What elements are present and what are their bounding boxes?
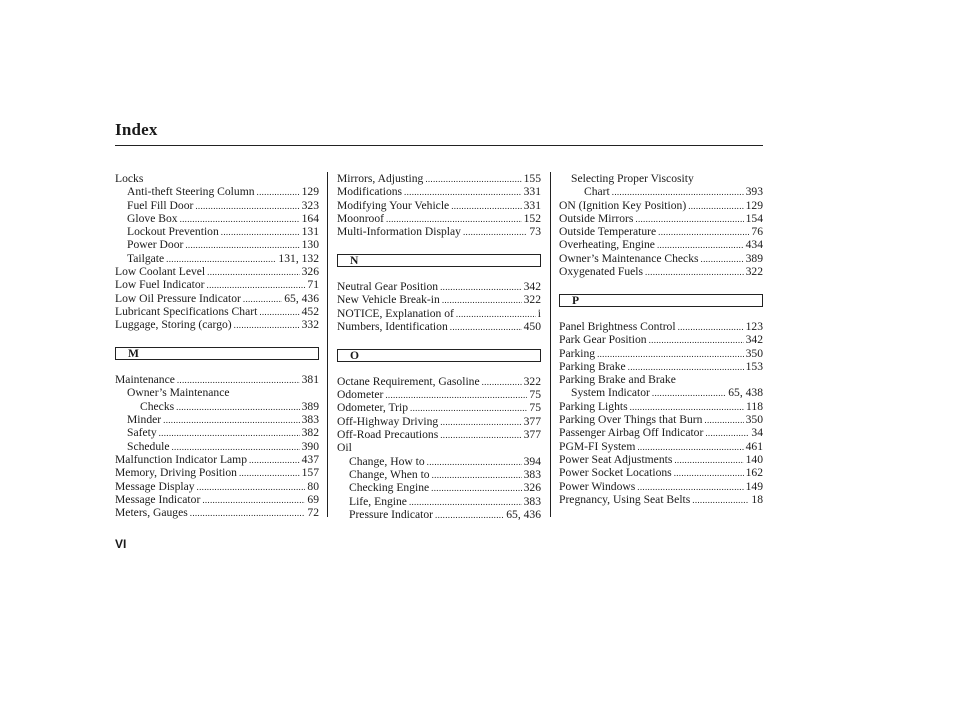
dot-leader bbox=[482, 376, 522, 389]
index-column-1 bbox=[115, 172, 319, 519]
index-entry bbox=[115, 413, 319, 426]
spacer bbox=[337, 333, 541, 346]
entry-page-number: 65, 438 bbox=[728, 386, 763, 400]
dot-leader bbox=[180, 213, 300, 226]
entry-term: Outside Temperature bbox=[559, 225, 657, 239]
entry-page-number: 322 bbox=[523, 293, 541, 307]
dot-leader bbox=[427, 456, 522, 469]
index-entry bbox=[559, 320, 763, 333]
entry-page-number: 393 bbox=[745, 185, 763, 199]
entry-page-number: 389 bbox=[301, 399, 319, 413]
page-title: Index bbox=[115, 120, 158, 139]
index-entry bbox=[559, 252, 763, 265]
entry-term: Checks bbox=[140, 399, 175, 413]
dot-leader bbox=[674, 467, 744, 480]
entry-term: Life, Engine bbox=[349, 494, 407, 508]
entry-page-number: 390 bbox=[301, 439, 319, 453]
entry-page-number: 331 bbox=[523, 198, 541, 212]
index-entry bbox=[559, 225, 763, 238]
index-entry bbox=[337, 401, 541, 414]
dot-leader bbox=[597, 348, 744, 361]
index-entry bbox=[337, 508, 541, 521]
entry-page-number: 450 bbox=[523, 319, 541, 333]
dot-leader bbox=[678, 321, 744, 334]
entry-page-number: 75 bbox=[529, 388, 541, 402]
entry-page-number: 322 bbox=[745, 265, 763, 279]
entry-page-number: 377 bbox=[523, 428, 541, 442]
entry-page-number: 326 bbox=[301, 265, 319, 279]
dot-leader bbox=[166, 253, 276, 266]
entry-term: System Indicator bbox=[571, 386, 650, 400]
entry-page-number: 331 bbox=[523, 185, 541, 199]
index-entry bbox=[115, 292, 319, 305]
index-entry bbox=[337, 172, 541, 185]
index-entry bbox=[337, 428, 541, 441]
dot-leader bbox=[450, 321, 522, 334]
entry-page-number: 323 bbox=[301, 198, 319, 212]
dot-leader bbox=[637, 481, 743, 494]
index-entry bbox=[559, 373, 763, 386]
index-column-3 bbox=[559, 172, 763, 506]
entry-term: Change, When to bbox=[349, 467, 430, 481]
index-entry bbox=[115, 225, 319, 238]
dot-leader bbox=[249, 454, 300, 467]
index-entry bbox=[337, 455, 541, 468]
entry-page-number: 18 bbox=[751, 492, 763, 506]
entry-term: Power Door bbox=[127, 238, 184, 252]
entry-page-number: 76 bbox=[751, 225, 763, 239]
entry-term: Minder bbox=[127, 413, 162, 427]
entry-term: Owner’s Maintenance bbox=[127, 386, 230, 400]
entry-term: Multi-Information Display bbox=[337, 225, 461, 239]
index-entry bbox=[115, 199, 319, 212]
entry-term: Oxygenated Fuels bbox=[559, 265, 644, 279]
index-entry bbox=[115, 373, 319, 386]
entry-page-number: 72 bbox=[307, 506, 319, 520]
entry-term: Pressure Indicator bbox=[349, 507, 434, 521]
index-entry bbox=[115, 212, 319, 225]
entry-term: Parking Brake and Brake bbox=[559, 373, 676, 387]
entry-page-number: 326 bbox=[523, 481, 541, 495]
dot-leader bbox=[190, 507, 306, 520]
entry-page-number: 129 bbox=[301, 185, 319, 199]
index-entry bbox=[559, 265, 763, 278]
index-entry bbox=[337, 212, 541, 225]
dot-leader bbox=[172, 441, 300, 454]
index-entry bbox=[337, 468, 541, 481]
index-entry bbox=[115, 453, 319, 466]
entry-term: Lubricant Specifications Chart bbox=[115, 304, 258, 318]
entry-term: Off-Road Precautions bbox=[337, 428, 439, 442]
entry-term: Low Coolant Level bbox=[115, 265, 206, 279]
index-entry bbox=[559, 199, 763, 212]
dot-leader bbox=[652, 387, 726, 400]
index-entry bbox=[337, 293, 541, 306]
index-entry bbox=[559, 360, 763, 373]
index-entry bbox=[115, 466, 319, 479]
index-entry bbox=[337, 415, 541, 428]
index-entry bbox=[559, 238, 763, 251]
entry-term: Parking Lights bbox=[559, 399, 628, 413]
index-entry bbox=[337, 280, 541, 293]
dot-leader bbox=[658, 226, 749, 239]
entry-term: Safety bbox=[127, 426, 157, 440]
index-entry bbox=[559, 185, 763, 198]
spacer bbox=[559, 307, 763, 320]
entry-term: Malfunction Indicator Lamp bbox=[115, 452, 247, 466]
entry-page-number: 69 bbox=[307, 492, 319, 506]
dot-leader bbox=[705, 427, 749, 440]
entry-term: Off-Highway Driving bbox=[337, 414, 439, 428]
entry-page-number: 75 bbox=[529, 401, 541, 415]
dot-leader bbox=[409, 496, 522, 509]
dot-leader bbox=[385, 389, 527, 402]
entry-term: Selecting Proper Viscosity bbox=[571, 172, 694, 185]
column-divider-2 bbox=[550, 172, 551, 517]
entry-page-number: 382 bbox=[301, 426, 319, 440]
index-entry bbox=[559, 453, 763, 466]
entry-page-number: 383 bbox=[523, 494, 541, 508]
index-entry bbox=[115, 480, 319, 493]
section-letter-header: P bbox=[559, 294, 763, 307]
entry-term: Parking Brake bbox=[559, 359, 626, 373]
index-entry bbox=[115, 305, 319, 318]
dot-leader bbox=[612, 186, 744, 199]
entry-page-number: 434 bbox=[745, 238, 763, 252]
entry-term: Luggage, Storing (cargo) bbox=[115, 318, 232, 332]
dot-leader bbox=[440, 429, 521, 442]
entry-page-number: 157 bbox=[301, 466, 319, 480]
dot-leader bbox=[177, 374, 300, 387]
entry-page-number: 350 bbox=[745, 413, 763, 427]
entry-page-number: 377 bbox=[523, 414, 541, 428]
entry-term: Schedule bbox=[127, 439, 170, 453]
entry-page-number: 34 bbox=[751, 426, 763, 440]
index-entry bbox=[559, 400, 763, 413]
index-entry bbox=[337, 199, 541, 212]
dot-leader bbox=[431, 482, 521, 495]
spacer bbox=[337, 267, 541, 280]
index-entry bbox=[559, 440, 763, 453]
dot-leader bbox=[159, 427, 300, 440]
entry-term: Numbers, Identification bbox=[337, 319, 448, 333]
index-entry bbox=[337, 307, 541, 320]
dot-leader bbox=[635, 213, 743, 226]
entry-page-number: 118 bbox=[746, 399, 763, 413]
index-entry bbox=[337, 225, 541, 238]
entry-page-number: 155 bbox=[523, 172, 541, 185]
entry-term: Power Windows bbox=[559, 479, 636, 493]
entry-page-number: 149 bbox=[745, 479, 763, 493]
entry-term: Power Seat Adjustments bbox=[559, 452, 673, 466]
entry-page-number: 162 bbox=[745, 466, 763, 480]
index-entry bbox=[115, 400, 319, 413]
dot-leader bbox=[440, 281, 522, 294]
entry-page-number: 129 bbox=[745, 198, 763, 212]
page-number: VI bbox=[115, 537, 127, 551]
spacer bbox=[115, 332, 319, 345]
dot-leader bbox=[628, 361, 744, 374]
dot-leader bbox=[451, 200, 521, 213]
dot-leader bbox=[243, 293, 282, 306]
dot-leader bbox=[440, 416, 521, 429]
entry-term: Low Fuel Indicator bbox=[115, 278, 205, 292]
entry-term: Mirrors, Adjusting bbox=[337, 172, 424, 185]
section-letter-header: N bbox=[337, 254, 541, 267]
index-entry bbox=[337, 375, 541, 388]
entry-term: Odometer bbox=[337, 388, 384, 402]
dot-leader bbox=[688, 200, 743, 213]
dot-leader bbox=[221, 226, 300, 239]
dot-leader bbox=[176, 401, 299, 414]
entry-term: Modifications bbox=[337, 185, 403, 199]
dot-leader bbox=[704, 414, 743, 427]
entry-term: Meters, Gauges bbox=[115, 506, 188, 520]
index-entry bbox=[115, 278, 319, 291]
index-entry bbox=[115, 172, 319, 185]
entry-page-number: 164 bbox=[301, 211, 319, 225]
section-letter-header: M bbox=[115, 347, 319, 360]
entry-term: Lockout Prevention bbox=[127, 225, 219, 239]
entry-page-number: 154 bbox=[745, 211, 763, 225]
index-entry bbox=[337, 320, 541, 333]
entry-term: NOTICE, Explanation of bbox=[337, 306, 454, 320]
entry-term: Memory, Driving Position bbox=[115, 466, 237, 480]
dot-leader bbox=[701, 253, 744, 266]
entry-term: Outside Mirrors bbox=[559, 211, 634, 225]
entry-term: Oil bbox=[337, 441, 352, 455]
entry-page-number: 350 bbox=[745, 346, 763, 360]
dot-leader bbox=[674, 454, 743, 467]
entry-page-number: 65, 436 bbox=[284, 291, 319, 305]
dot-leader bbox=[195, 200, 299, 213]
dot-leader bbox=[649, 334, 744, 347]
index-entry bbox=[115, 238, 319, 251]
entry-term: Parking bbox=[559, 346, 596, 360]
index-entry bbox=[115, 318, 319, 331]
index-entry bbox=[115, 185, 319, 198]
entry-page-number: 394 bbox=[523, 454, 541, 468]
entry-page-number: 342 bbox=[745, 333, 763, 347]
entry-term: Message Display bbox=[115, 479, 195, 493]
entry-term: Parking Over Things that Burn bbox=[559, 413, 703, 427]
dot-leader bbox=[257, 186, 300, 199]
entry-page-number: 131 bbox=[301, 225, 319, 239]
entry-page-number: 322 bbox=[523, 374, 541, 388]
entry-page-number: 389 bbox=[745, 251, 763, 265]
entry-term: Pregnancy, Using Seat Belts bbox=[559, 492, 691, 506]
dot-leader bbox=[692, 494, 749, 507]
entry-term: Change, How to bbox=[349, 454, 425, 468]
entry-page-number: 332 bbox=[301, 318, 319, 332]
entry-page-number: 153 bbox=[745, 359, 763, 373]
index-entry bbox=[115, 252, 319, 265]
entry-term: Power Socket Locations bbox=[559, 466, 672, 480]
entry-page-number: i bbox=[537, 306, 541, 320]
entry-term: Park Gear Position bbox=[559, 333, 647, 347]
entry-term: Fuel Fill Door bbox=[127, 198, 194, 212]
dot-leader bbox=[425, 173, 521, 186]
dot-leader bbox=[432, 469, 522, 482]
index-entry bbox=[337, 495, 541, 508]
entry-page-number: 381 bbox=[301, 373, 319, 387]
entry-page-number: 383 bbox=[523, 467, 541, 481]
dot-leader bbox=[386, 213, 522, 226]
dot-leader bbox=[207, 266, 299, 279]
entry-page-number: 123 bbox=[745, 319, 763, 333]
entry-term: New Vehicle Break-in bbox=[337, 293, 440, 307]
entry-term: Tailgate bbox=[127, 251, 165, 265]
index-column-2 bbox=[337, 172, 541, 521]
entry-term: Odometer, Trip bbox=[337, 401, 409, 415]
dot-leader bbox=[207, 279, 306, 292]
dot-leader bbox=[404, 186, 522, 199]
entry-term: Maintenance bbox=[115, 373, 175, 387]
dot-leader bbox=[637, 441, 743, 454]
index-entry bbox=[559, 347, 763, 360]
index-entry bbox=[115, 493, 319, 506]
entry-page-number: 130 bbox=[301, 238, 319, 252]
index-entry bbox=[559, 212, 763, 225]
entry-page-number: 383 bbox=[301, 413, 319, 427]
dot-leader bbox=[410, 402, 527, 415]
entry-term: Locks bbox=[115, 172, 144, 185]
spacer bbox=[559, 278, 763, 291]
index-entry bbox=[559, 466, 763, 479]
index-entry bbox=[559, 172, 763, 185]
index-entry bbox=[337, 441, 541, 454]
entry-page-number: 65, 436 bbox=[506, 507, 541, 521]
entry-term: Passenger Airbag Off Indicator bbox=[559, 426, 704, 440]
entry-term: Panel Brightness Control bbox=[559, 319, 676, 333]
column-divider-1 bbox=[327, 172, 328, 517]
entry-term: PGM-FI System bbox=[559, 439, 636, 453]
spacer bbox=[337, 362, 541, 375]
index-entry bbox=[559, 426, 763, 439]
index-entry bbox=[337, 185, 541, 198]
entry-term: ON (Ignition Key Position) bbox=[559, 198, 687, 212]
index-entry bbox=[115, 440, 319, 453]
dot-leader bbox=[259, 306, 299, 319]
entry-term: Message Indicator bbox=[115, 492, 201, 506]
dot-leader bbox=[456, 308, 536, 321]
index-entry bbox=[115, 506, 319, 519]
entry-term: Neutral Gear Position bbox=[337, 280, 439, 294]
index-entry bbox=[559, 493, 763, 506]
entry-term: Owner’s Maintenance Checks bbox=[559, 251, 699, 265]
dot-leader bbox=[197, 481, 306, 494]
entry-term: Glove Box bbox=[127, 211, 178, 225]
dot-leader bbox=[630, 401, 744, 414]
entry-page-number: 71 bbox=[307, 278, 319, 292]
entry-page-number: 461 bbox=[745, 439, 763, 453]
dot-leader bbox=[185, 239, 299, 252]
dot-leader bbox=[442, 294, 522, 307]
dot-leader bbox=[202, 494, 305, 507]
dot-leader bbox=[435, 509, 504, 522]
index-entry bbox=[115, 426, 319, 439]
dot-leader bbox=[163, 414, 299, 427]
section-letter-header: O bbox=[337, 349, 541, 362]
spacer bbox=[115, 360, 319, 373]
index-entry bbox=[337, 388, 541, 401]
dot-leader bbox=[234, 319, 300, 332]
dot-leader bbox=[463, 226, 527, 239]
entry-page-number: 452 bbox=[301, 304, 319, 318]
entry-term: Low Oil Pressure Indicator bbox=[115, 291, 241, 305]
entry-term: Overheating, Engine bbox=[559, 238, 655, 252]
index-entry bbox=[115, 265, 319, 278]
title-rule bbox=[115, 145, 763, 146]
index-entry bbox=[115, 386, 319, 399]
entry-page-number: 80 bbox=[307, 479, 319, 493]
entry-page-number: 140 bbox=[745, 452, 763, 466]
index-entry bbox=[559, 413, 763, 426]
entry-page-number: 152 bbox=[523, 211, 541, 225]
entry-page-number: 342 bbox=[523, 280, 541, 294]
entry-page-number: 73 bbox=[529, 225, 541, 239]
dot-leader bbox=[239, 467, 300, 480]
index-entry bbox=[559, 386, 763, 399]
index-entry bbox=[337, 481, 541, 494]
index-entry bbox=[559, 333, 763, 346]
index-entry bbox=[559, 480, 763, 493]
spacer bbox=[337, 238, 541, 251]
entry-term: Octane Requirement, Gasoline bbox=[337, 374, 480, 388]
entry-term: Moonroof bbox=[337, 211, 385, 225]
entry-page-number: 131, 132 bbox=[278, 251, 319, 265]
entry-term: Chart bbox=[584, 185, 610, 199]
entry-term: Anti-theft Steering Column bbox=[127, 185, 255, 199]
dot-leader bbox=[645, 266, 744, 279]
dot-leader bbox=[657, 239, 744, 252]
entry-term: Checking Engine bbox=[349, 481, 430, 495]
entry-term: Modifying Your Vehicle bbox=[337, 198, 450, 212]
entry-page-number: 437 bbox=[301, 452, 319, 466]
